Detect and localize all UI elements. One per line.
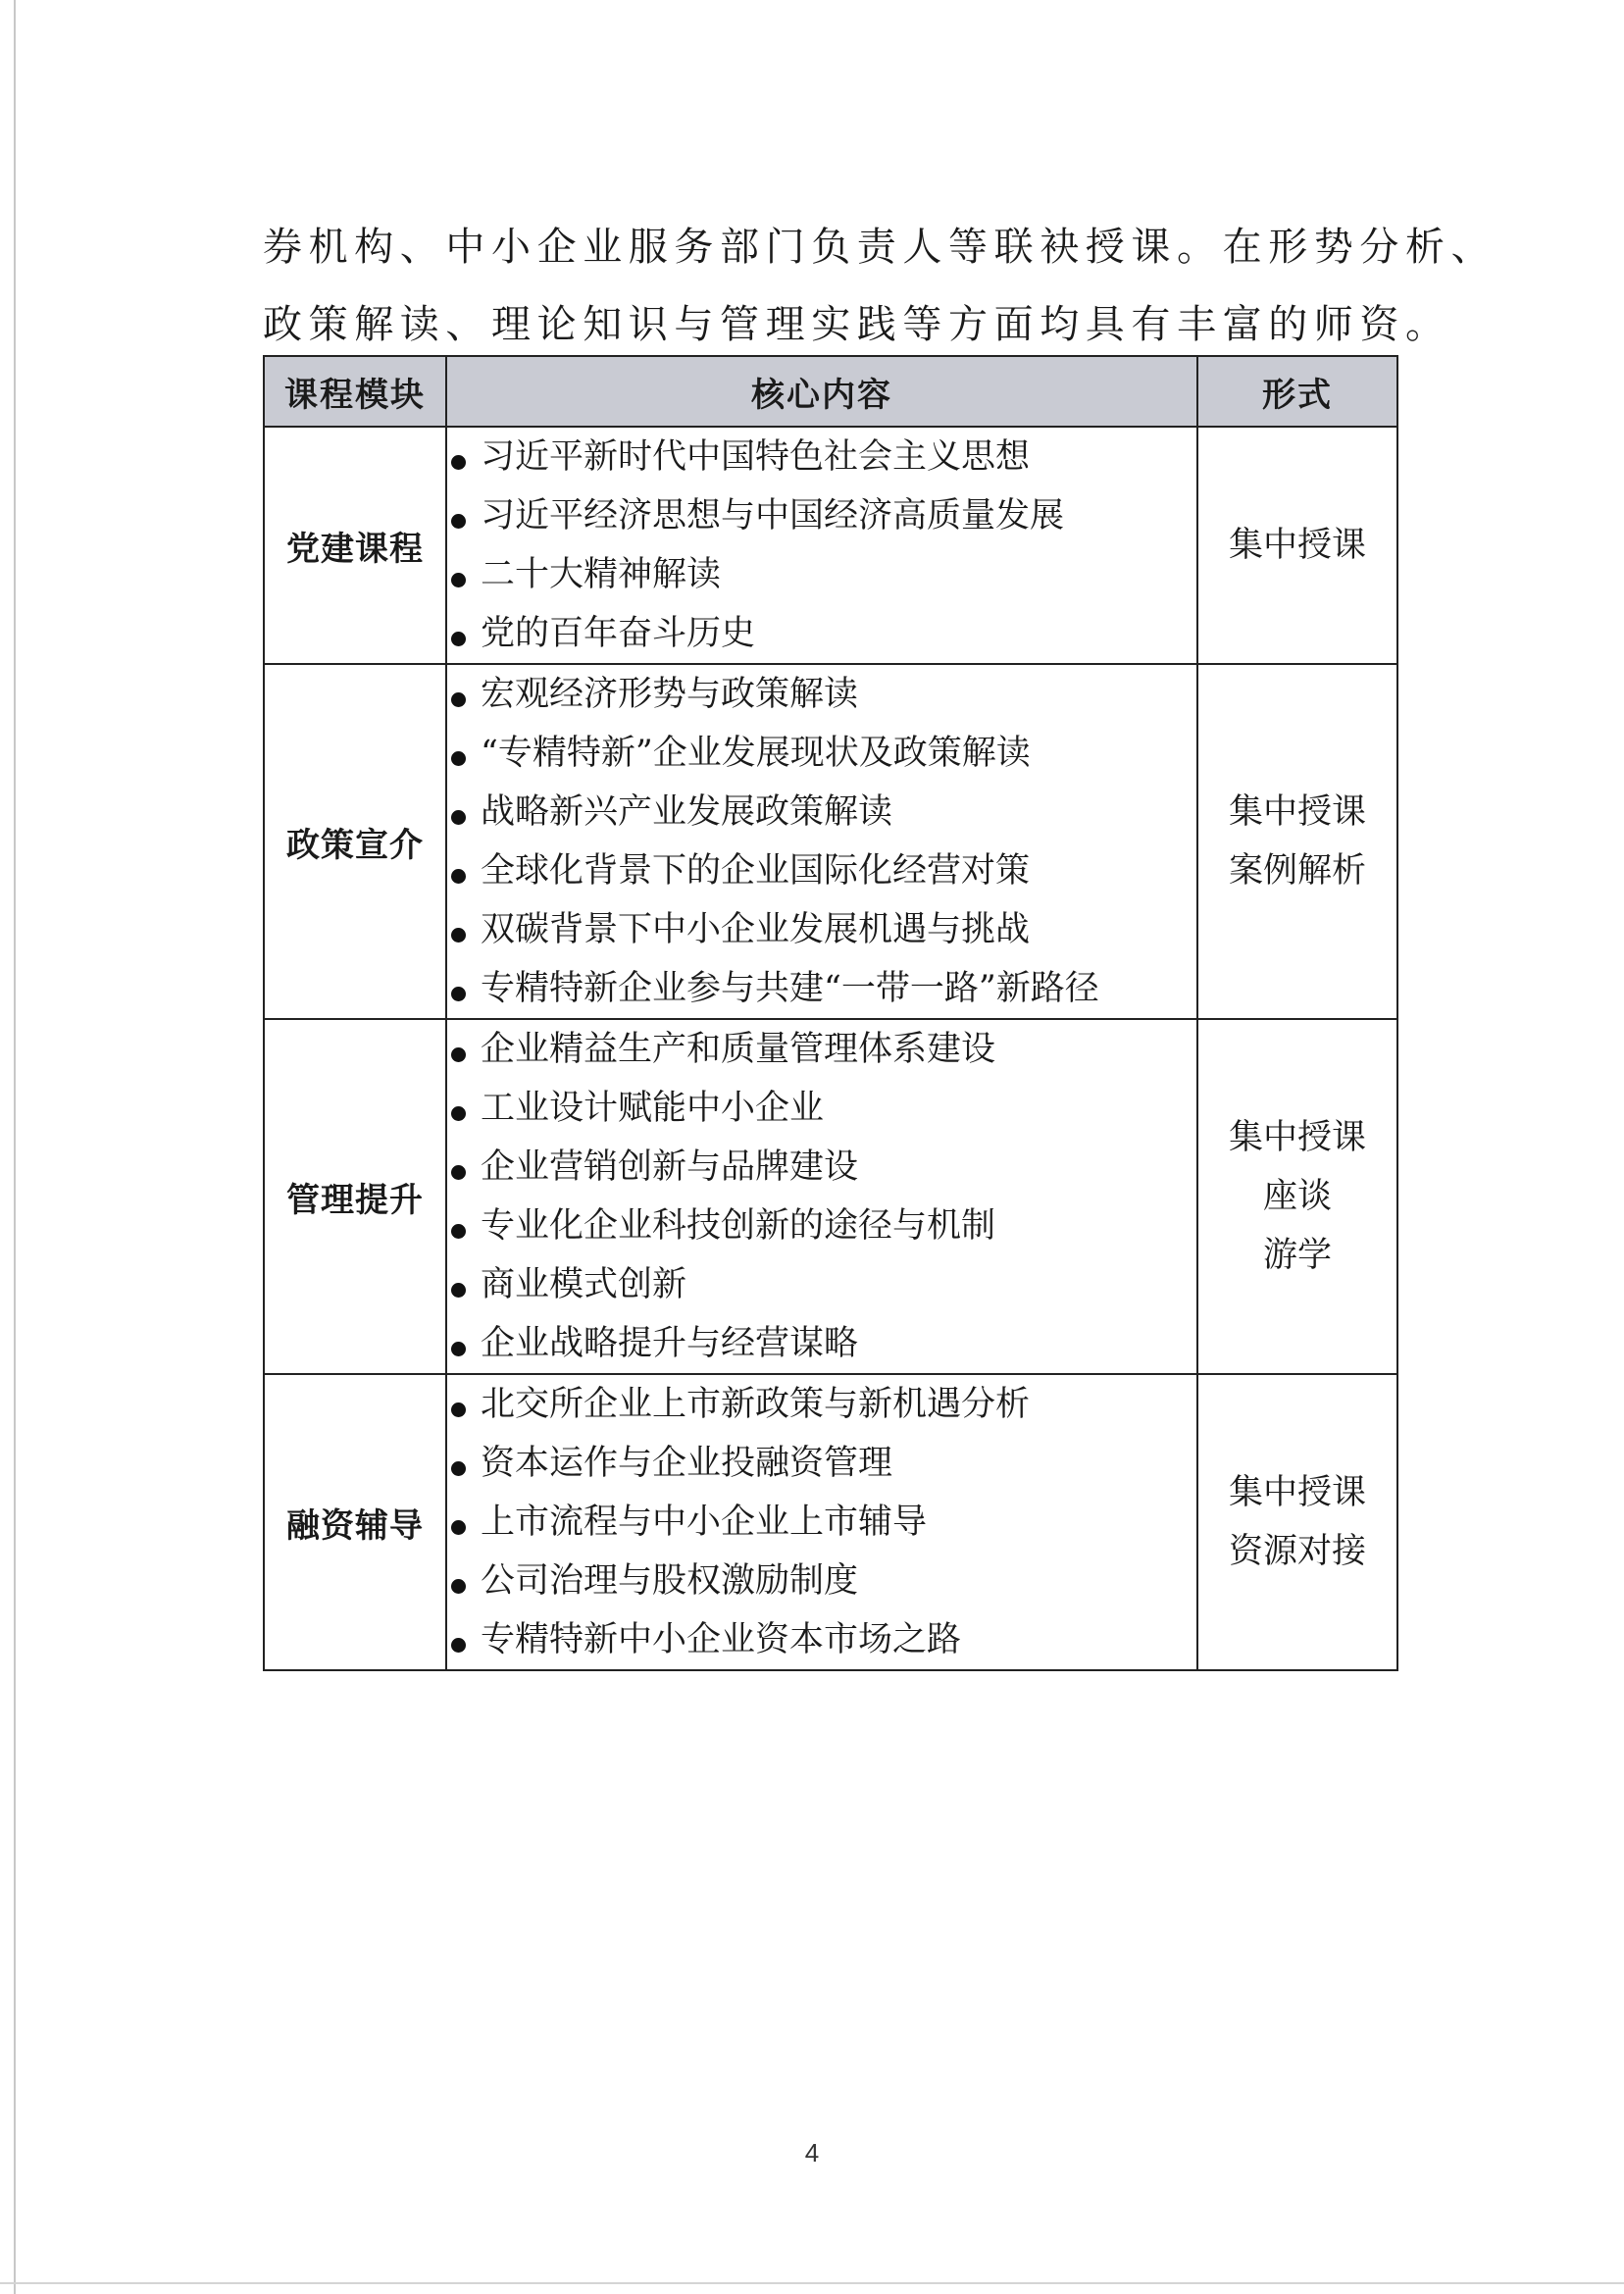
form-item: 座谈 (1262, 1177, 1332, 1216)
list-item: 宏观经济形势与政策解读 (447, 665, 1196, 724)
list-item: 商业模式创新 (447, 1255, 1196, 1314)
list-item: 二十大精神解读 (447, 545, 1196, 604)
form-cell (1197, 664, 1397, 1019)
list-item: “专精特新”企业发展现状及政策解读 (447, 724, 1196, 783)
bullet-icon (451, 751, 466, 766)
list-item: 双碳背景下中小企业发展机遇与挑战 (447, 900, 1196, 959)
list-item: 习近平经济思想与中国经济高质量发展 (447, 486, 1196, 545)
intro-line-2: 政策解读、理论知识与管理实践等方面均具有丰富的师资。 (263, 302, 1451, 347)
scan-edge-bottom (0, 2282, 1624, 2284)
intro-line-1: 券机构、中小企业服务部门负责人等联袂授课。在形势分析、 (263, 225, 1497, 270)
list-item: 习近平新时代中国特色社会主义思想 (447, 428, 1196, 486)
bullet-icon (451, 987, 466, 1001)
header-module: 课程模块 (264, 356, 446, 427)
list-item: 上市流程与中小企业上市辅导 (447, 1493, 1196, 1552)
list-item: 党的百年奋斗历史 (447, 604, 1196, 663)
list-item: 北交所企业上市新政策与新机遇分析 (447, 1375, 1196, 1434)
form-cell (1197, 1374, 1397, 1670)
form-item: 集中授课 (1228, 1473, 1366, 1512)
bullet-icon (451, 573, 466, 587)
table-row (264, 664, 1397, 1019)
form-item: 游学 (1262, 1236, 1332, 1275)
header-content: 核心内容 (446, 356, 1197, 427)
content-list (447, 665, 1196, 1018)
content-cell (446, 427, 1197, 664)
module-cell: 融资辅导 (264, 1374, 446, 1670)
bullet-icon (451, 1106, 466, 1121)
bullet-icon (451, 1579, 466, 1594)
bullet-icon (451, 1224, 466, 1239)
bullet-icon (451, 1638, 466, 1653)
bullet-icon (451, 692, 466, 707)
form-item: 集中授课 (1228, 1118, 1366, 1157)
page-number: 4 (804, 2138, 820, 2167)
list-item: 企业营销创新与品牌建设 (447, 1138, 1196, 1197)
content-cell (446, 1374, 1197, 1670)
bullet-icon (451, 1520, 466, 1535)
header-form: 形式 (1197, 356, 1397, 427)
bullet-icon (451, 455, 466, 470)
bullet-icon (451, 1461, 466, 1476)
course-table (263, 355, 1398, 1671)
list-item: 专精特新中小企业资本市场之路 (447, 1610, 1196, 1669)
list-item: 资本运作与企业投融资管理 (447, 1434, 1196, 1493)
content-cell (446, 664, 1197, 1019)
content-list (447, 1375, 1196, 1669)
module-cell: 政策宣介 (264, 664, 446, 1019)
list-item: 全球化背景下的企业国际化经营对策 (447, 841, 1196, 900)
table-row (264, 1374, 1397, 1670)
content-list (447, 1020, 1196, 1373)
form-item: 集中授课 (1228, 792, 1366, 832)
bullet-icon (451, 1165, 466, 1180)
bullet-icon (451, 1402, 466, 1417)
table-header-row (264, 356, 1397, 427)
bullet-icon (451, 1342, 466, 1356)
bullet-icon (451, 869, 466, 884)
table-row (264, 1019, 1397, 1374)
list-item: 企业战略提升与经营谋略 (447, 1314, 1196, 1373)
form-item: 案例解析 (1228, 851, 1366, 891)
content-list (447, 428, 1196, 663)
scan-edge-left (14, 0, 16, 2294)
list-item: 专业化企业科技创新的途径与机制 (447, 1197, 1196, 1255)
list-item: 战略新兴产业发展政策解读 (447, 783, 1196, 841)
list-item: 工业设计赋能中小企业 (447, 1079, 1196, 1138)
list-item: 专精特新企业参与共建“一带一路”新路径 (447, 959, 1196, 1018)
table-row (264, 427, 1397, 664)
form-cell (1197, 427, 1397, 664)
form-cell (1197, 1019, 1397, 1374)
content-cell (446, 1019, 1197, 1374)
bullet-icon (451, 632, 466, 646)
bullet-icon (451, 810, 466, 825)
bullet-icon (451, 928, 466, 943)
bullet-icon (451, 1047, 466, 1062)
bullet-icon (451, 514, 466, 529)
module-cell: 党建课程 (264, 427, 446, 664)
bullet-icon (451, 1283, 466, 1298)
form-item: 集中授课 (1228, 526, 1366, 565)
list-item: 企业精益生产和质量管理体系建设 (447, 1020, 1196, 1079)
module-cell: 管理提升 (264, 1019, 446, 1374)
form-item: 资源对接 (1228, 1532, 1366, 1571)
list-item: 公司治理与股权激励制度 (447, 1552, 1196, 1610)
